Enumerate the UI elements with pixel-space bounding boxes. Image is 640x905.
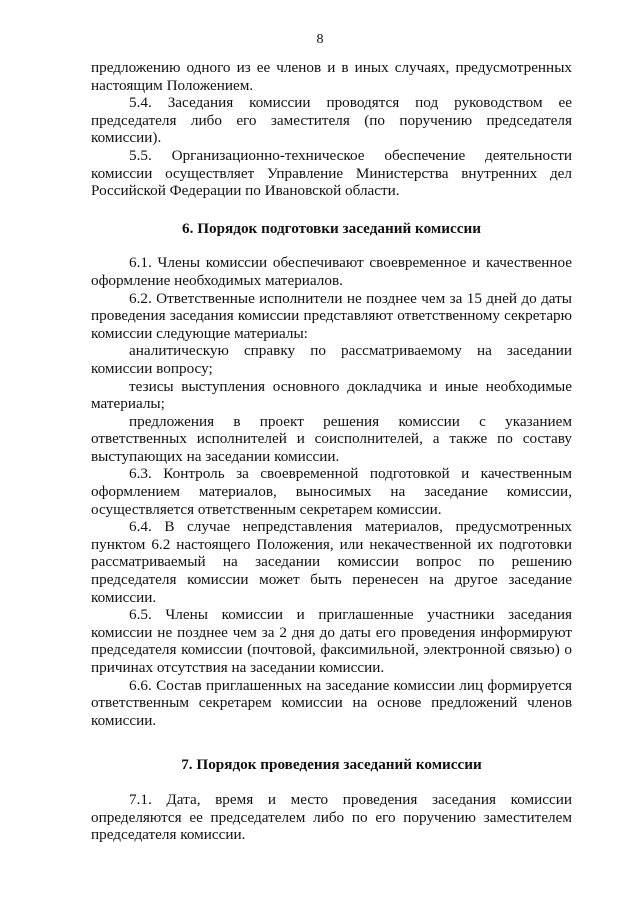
- page-number: 8: [316, 32, 324, 47]
- document-body: [91, 59, 572, 844]
- paragraph-5-5: 5.5. Организационно-техническое обеспечение деятельности комиссии осуществляет Управление Министерства внутренних дел Российской Федерации по Ивановской области.: [91, 146, 572, 200]
- paragraph-6-1: 6.1. Члены комиссии обеспечивают своевременное и качественное оформление необходимых материалов.: [91, 254, 572, 289]
- paragraph-5-4: 5.4. Заседания комиссии проводятся под руководством ее председателя либо его заместителя (по поручению председателя комиссии).: [91, 94, 572, 147]
- paragraph-6-4: 6.4. В случае непредставления материалов, предусмотренных пунктом 6.2 настоящего Положения, или некачественной их подготовки рассматриваемый на заседании комиссии вопрос по решению председателя комиссии может быть перенесен на другое заседание комиссии.: [91, 518, 572, 606]
- paragraph-6-3: 6.3. Контроль за своевременной подготовкой и качественным оформлением материалов, выносимых на заседание комиссии, осуществляется ответственным секретарем комиссии.: [91, 465, 572, 518]
- intro-continuation: предложению одного из ее членов и в иных случаях, предусмотренных настоящим Положением.: [91, 59, 572, 94]
- paragraph-6-2: 6.2. Ответственные исполнители не позднее чем за 15 дней до даты проведения заседания комиссии представляют ответственному секретарю комиссии следующие материалы:: [91, 289, 572, 342]
- paragraph-6-5: 6.5. Члены комиссии и приглашенные участники заседания комиссии не позднее чем за 2 дня до даты его проведения информируют председателя комиссии (почтовой, факсимильной, электронной связью) о причинах отсутствия на заседании комиссии.: [91, 606, 572, 676]
- paragraph-6-6: 6.6. Состав приглашенных на заседание комиссии лиц формируется ответственным секретарем комиссии на основе предложений членов комиссии.: [91, 676, 572, 729]
- paragraph-7-1: 7.1. Дата, время и место проведения заседания комиссии определяются ее председателем либо по его поручению заместителем председателя комиссии.: [91, 790, 572, 844]
- paragraph-6-2-item-1: аналитическую справку по рассматриваемому на заседании комиссии вопросу;: [91, 342, 572, 377]
- paragraph-6-2-item-2: тезисы выступления основного докладчика и иные необходимые материалы;: [91, 377, 572, 413]
- section-6-heading: 6. Порядок подготовки заседаний комиссии: [182, 219, 481, 237]
- section-7-heading: 7. Порядок проведения заседаний комиссии: [181, 756, 482, 774]
- paragraph-6-2-item-3: предложения в проект решения комиссии с указанием ответственных исполнителей и соисполнителей, а также по составу выступающих на заседании комиссии.: [91, 412, 572, 465]
